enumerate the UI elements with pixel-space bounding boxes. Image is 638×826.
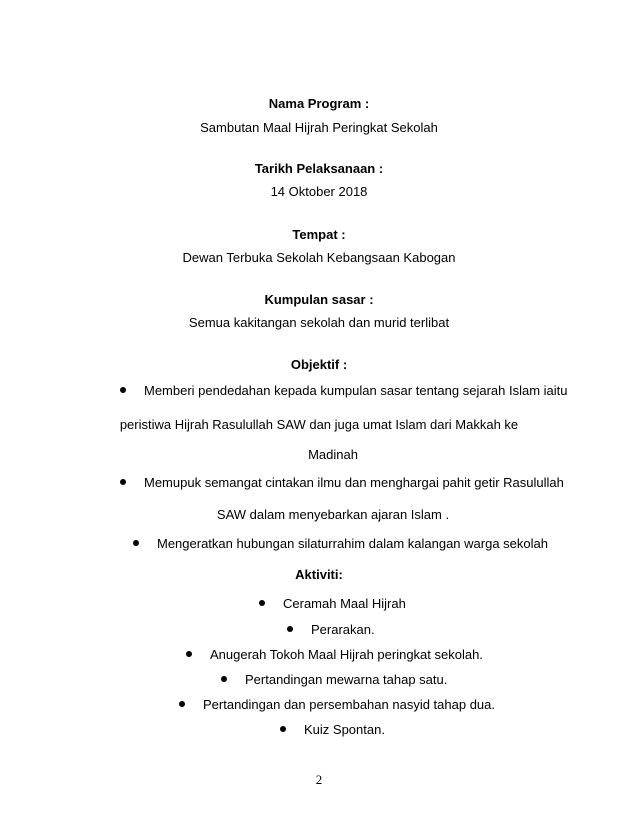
bullet-icon <box>221 676 227 682</box>
objective-3-line-1: Mengeratkan hubungan silaturrahim dalam kalangan warga sekolah <box>157 536 548 551</box>
list-item <box>259 596 406 612</box>
objectives-heading: Objektif : <box>290 357 348 372</box>
objective-2-line-2: SAW dalam menyebarkan ajaran Islam . <box>216 507 450 522</box>
bullet-icon <box>287 626 293 632</box>
bullet-icon <box>186 651 192 657</box>
objective-1-line-1: Memberi pendedahan kepada kumpulan sasar tentang sejarah Islam iaitu <box>144 383 568 398</box>
objective-1-line-2: peristiwa Hijrah Rasulullah SAW dan juga umat Islam dari Makkah ke <box>119 417 519 432</box>
target-group-value: Semua kakitangan sekolah dan murid terlibat <box>188 315 450 330</box>
bullet-icon <box>120 479 126 485</box>
program-heading: Nama Program : <box>268 96 370 111</box>
activity-1: Ceramah Maal Hijrah <box>283 596 406 611</box>
program-value: Sambutan Maal Hijrah Peringkat Sekolah <box>200 120 438 135</box>
activity-2: Perarakan. <box>311 622 375 637</box>
venue-value: Dewan Terbuka Sekolah Kebangsaan Kabogan <box>182 250 456 265</box>
bullet-icon <box>133 540 139 546</box>
page-number: 2 <box>315 772 323 787</box>
objective-1-line-3: Madinah <box>308 447 358 462</box>
list-item <box>221 672 447 688</box>
list-item <box>120 383 567 399</box>
venue-heading: Tempat : <box>292 227 346 242</box>
bullet-icon <box>120 387 126 393</box>
list-item <box>287 622 375 638</box>
bullet-icon <box>179 701 185 707</box>
date-value: 14 Oktober 2018 <box>270 184 368 199</box>
activities-heading: Aktiviti: <box>295 567 343 582</box>
bullet-icon <box>280 726 286 732</box>
target-group-heading: Kumpulan sasar : <box>264 292 374 307</box>
list-item <box>280 722 385 738</box>
activity-5: Pertandingan dan persembahan nasyid tahap dua. <box>203 697 495 712</box>
list-item <box>133 536 548 552</box>
activity-3: Anugerah Tokoh Maal Hijrah peringkat sekolah. <box>210 647 483 662</box>
list-item <box>179 697 495 713</box>
activity-6: Kuiz Spontan. <box>304 722 385 737</box>
list-item <box>120 475 564 491</box>
bullet-icon <box>259 600 265 606</box>
activity-4: Pertandingan mewarna tahap satu. <box>245 672 448 687</box>
objective-2-line-1: Memupuk semangat cintakan ilmu dan menghargai pahit getir Rasulullah <box>144 475 564 490</box>
list-item <box>186 647 483 663</box>
date-heading: Tarikh Pelaksanaan : <box>254 161 384 176</box>
